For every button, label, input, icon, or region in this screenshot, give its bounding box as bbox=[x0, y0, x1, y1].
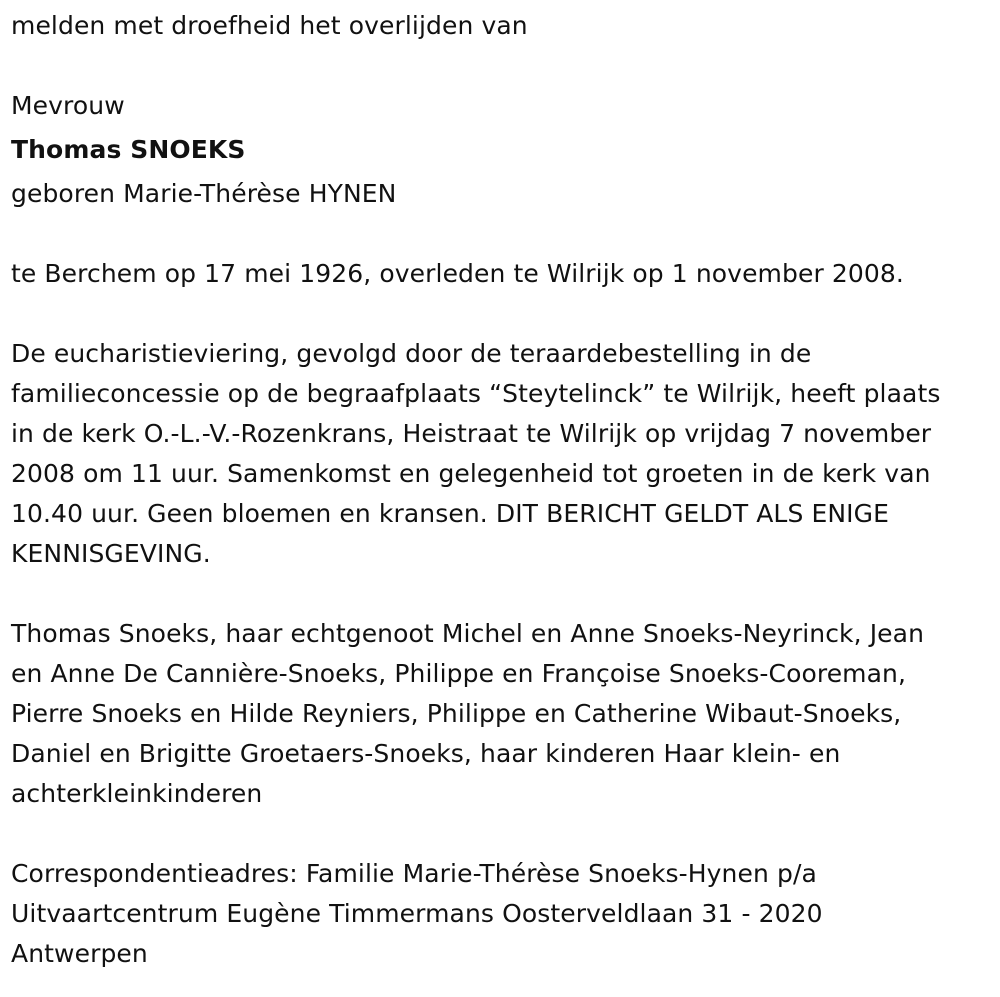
correspondence-paragraph bbox=[11, 854, 996, 974]
family-paragraph bbox=[11, 614, 996, 814]
intro-text: melden met droefheid het overlijden van bbox=[11, 11, 528, 40]
ceremony-line: familieconcessie op de begraafplaats “Steytelinck” te Wilrijk, heeft plaats bbox=[11, 379, 941, 408]
salutation: Mevrouw bbox=[11, 91, 125, 120]
spacer bbox=[11, 814, 996, 854]
birth-name: geboren Marie-Thérèse HYNEN bbox=[11, 179, 397, 208]
correspondence-line: Antwerpen bbox=[11, 939, 148, 968]
ceremony-line: 10.40 uur. Geen bloemen en kransen. DIT BERICHT GELDT ALS ENIGE bbox=[11, 499, 890, 528]
deceased-name: Thomas SNOEKS bbox=[11, 135, 246, 164]
spacer bbox=[11, 294, 996, 334]
correspondence-line: Uitvaartcentrum Eugène Timmermans Oosterveldlaan 31 - 2020 bbox=[11, 899, 823, 928]
family-line: Thomas Snoeks, haar echtgenoot Michel en Anne Snoeks-Neyrinck, Jean bbox=[11, 619, 925, 648]
family-line: Pierre Snoeks en Hilde Reyniers, Philippe en Catherine Wibaut-Snoeks, bbox=[11, 699, 902, 728]
family-line: en Anne De Cannière-Snoeks, Philippe en Françoise Snoeks-Cooreman, bbox=[11, 659, 907, 688]
family-line: Daniel en Brigitte Groetaers-Snoeks, haar kinderen Haar klein- en bbox=[11, 739, 841, 768]
ceremony-line: 2008 om 11 uur. Samenkomst en gelegenheid tot groeten in de kerk van bbox=[11, 459, 931, 488]
dates-line: te Berchem op 17 mei 1926, overleden te Wilrijk op 1 november 2008. bbox=[11, 259, 904, 288]
ceremony-paragraph bbox=[11, 334, 996, 574]
spacer bbox=[11, 46, 996, 86]
family-line: achterkleinkinderen bbox=[11, 779, 263, 808]
death-notice-document bbox=[11, 6, 996, 974]
ceremony-line: De eucharistieviering, gevolgd door de teraardebestelling in de bbox=[11, 339, 812, 368]
ceremony-line: in de kerk O.-L.-V.-Rozenkrans, Heistraat te Wilrijk op vrijdag 7 november bbox=[11, 419, 932, 448]
ceremony-line: KENNISGEVING. bbox=[11, 539, 211, 568]
correspondence-line: Correspondentieadres: Familie Marie-Thérèse Snoeks-Hynen p/a bbox=[11, 859, 817, 888]
spacer bbox=[11, 574, 996, 614]
spacer bbox=[11, 214, 996, 254]
